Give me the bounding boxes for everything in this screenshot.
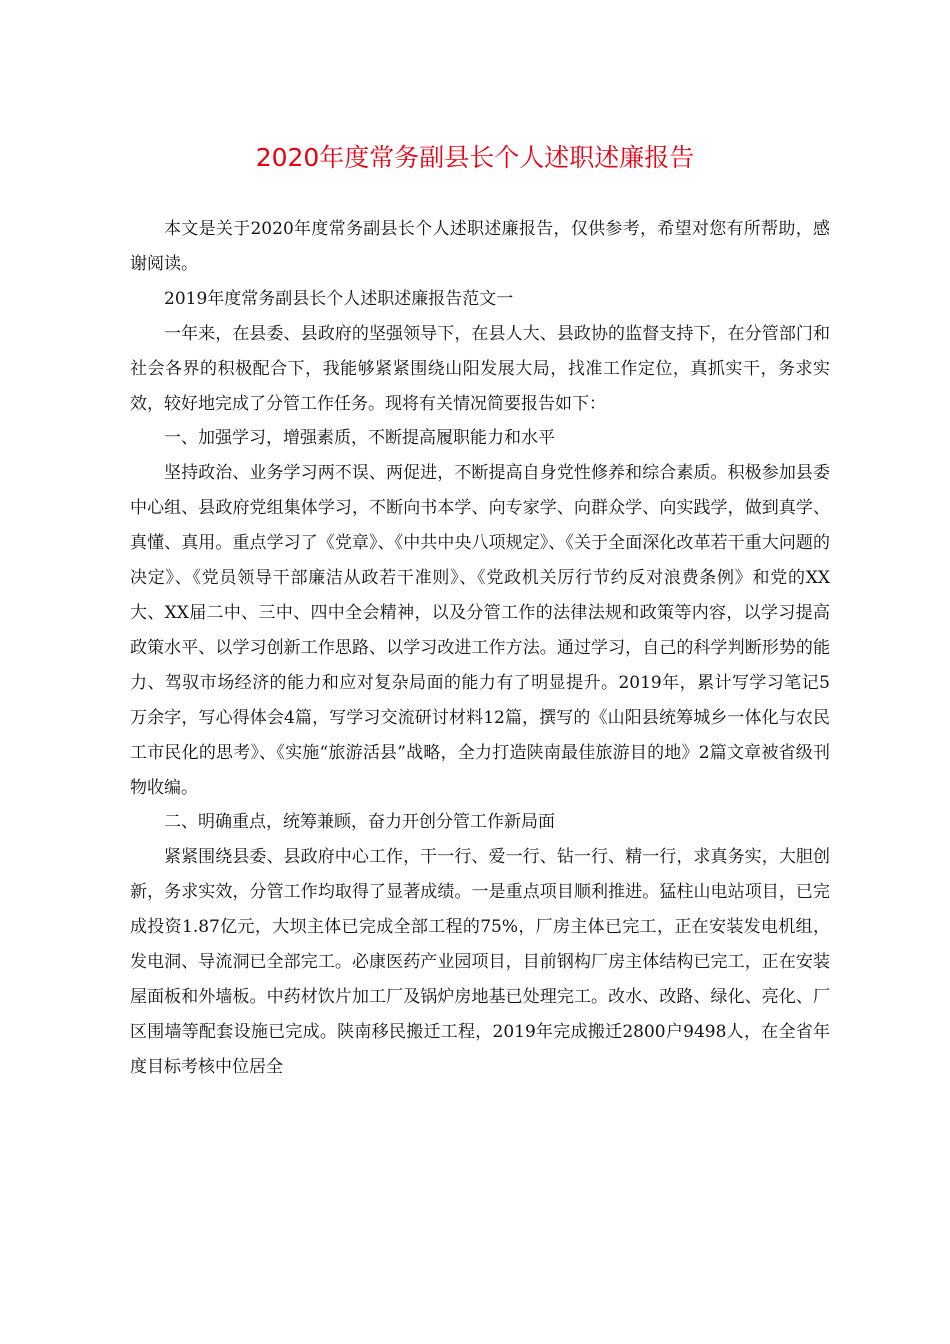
section-1-paragraph: 坚持政治、业务学习两不误、两促进，不断提高自身党性修养和综合素质。积极参加县委中心组、县政府党组集体学习，不断向书本学、向专家学、向群众学、向实践学，做到真学、真懂、真用。重点学习了《党章》、《中共中央八项规定》、《关于全面深化改革若干重大问题的决定》、《党员领导干部廉洁从政若干准则》、《党政机关厉行节约反对浪费条例》和党的XX大、XX届二中、三中、四中全会精神，以及分管工作的法律法规和政策等内容，以学习提高政策水平、以学习创新工作思路、以学习改进工作方法。通过学习，自己的科学判断形势的能力、驾驭市场经济的能力和应对复杂局面的能力有了明显提升。2019年，累计写学习笔记5万余字，写心得体会4篇，写学习交流研讨材料12篇，撰写的《山阳县统筹城乡一体化与农民工市民化的思考》、《实施“旅游活县”战略，全力打造陕南最佳旅游目的地》2篇文章被省级刊物收编。: [130, 463, 830, 798]
sample-heading: 2019年度常务副县长个人述职述廉报告范文一: [164, 288, 514, 309]
section-2-paragraph: 紧紧围绕县委、县政府中心工作，干一行、爱一行、钻一行、精一行，求真务实，大胆创新，务求实效，分管工作均取得了显著成绩。一是重点项目顺利推进。猛柱山电站项目，已完成投资1.87亿元，大坝主体已完成全部工程的75%，厂房主体已完工，正在安装发电机组，发电洞、导流洞已全部完工。必康医药产业园项目，目前钢构厂房主体结构已完工，正在安装屋面板和外墙板。中药材饮片加工厂及锅炉房地基已处理完工。改水、改路、绿化、亮化、厂区围墙等配套设施已完成。陕南移民搬迁工程，2019年完成搬迁2800户9498人，在全省年度目标考核中位居全: [130, 847, 830, 1077]
section-heading-2: 二、明确重点，统筹兼顾，奋力开创分管工作新局面: [164, 812, 555, 833]
intro-paragraph: 本文是关于2020年度常务副县长个人述职述廉报告，仅供参考，希望对您有所帮助，感谢阅读。: [130, 219, 830, 274]
document-body: [130, 212, 830, 1085]
opening-paragraph: 一年来，在县委、县政府的坚强领导下，在县人大、县政协的监督支持下，在分管部门和社会各界的积极配合下，我能够紧紧围绕山阳发展大局，找准工作定位，真抓实干，务求实效，较好地完成了分管工作任务。现将有关情况简要报告如下：: [130, 323, 830, 414]
document-title: 2020年度常务副县长个人述职述廉报告: [255, 143, 695, 172]
section-heading-1: 一、加强学习，增强素质，不断提高履职能力和水平: [164, 428, 555, 449]
